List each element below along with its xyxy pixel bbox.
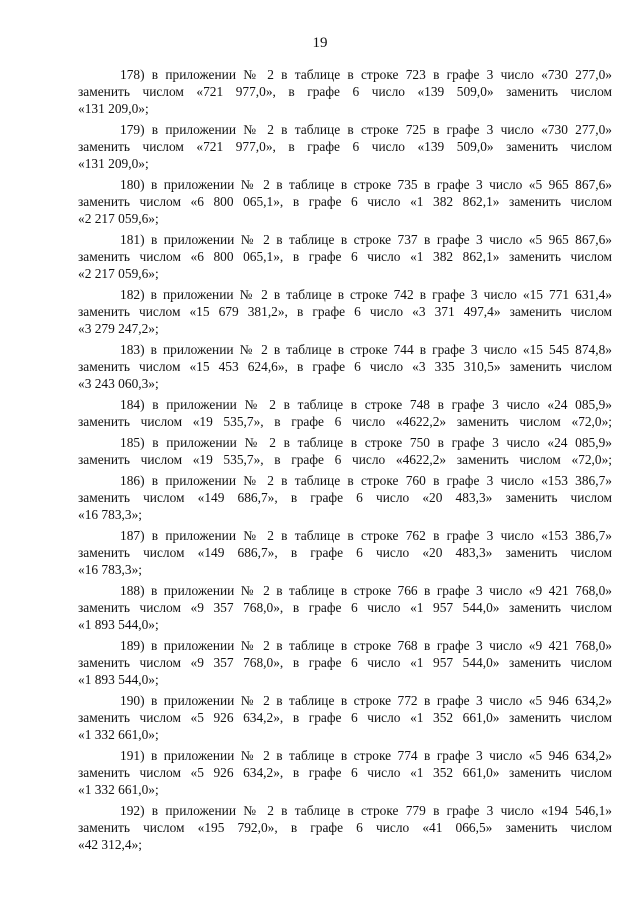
item-line: 183) в приложении № 2 в таблице в строке 744 в графе 3 число «15 545 874,8» — [120, 342, 612, 357]
item-line: заменить числом «19 535,7», в графе 6 число «4622,2» заменить числом «72,0»; — [78, 452, 612, 467]
list-item — [78, 121, 612, 172]
item-line: 192) в приложении № 2 в таблице в строке 779 в графе 3 число «194 546,1» — [120, 803, 612, 818]
list-item — [78, 66, 612, 117]
item-line: заменить числом «9 357 768,0», в графе 6 число «1 957 544,0» заменить числом — [78, 655, 612, 670]
item-line: заменить числом «15 679 381,2», в графе 6 число «3 371 497,4» заменить числом — [78, 304, 612, 319]
list-item — [78, 582, 612, 633]
item-line: 182) в приложении № 2 в таблице в строке 742 в графе 3 число «15 771 631,4» — [120, 287, 612, 302]
item-line: «3 279 247,2»; — [78, 321, 159, 336]
list-item — [78, 231, 612, 282]
item-line: «16 783,3»; — [78, 562, 142, 577]
item-line: заменить числом «195 792,0», в графе 6 число «41 066,5» заменить числом — [78, 820, 612, 835]
item-line: заменить числом «15 453 624,6», в графе 6 число «3 335 310,5» заменить числом — [78, 359, 612, 374]
item-line: 180) в приложении № 2 в таблице в строке 735 в графе 3 число «5 965 867,6» — [120, 177, 612, 192]
item-line: заменить числом «6 800 065,1», в графе 6 число «1 382 862,1» заменить числом — [78, 249, 612, 264]
item-line: «16 783,3»; — [78, 507, 142, 522]
item-line: 191) в приложении № 2 в таблице в строке 774 в графе 3 число «5 946 634,2» — [120, 748, 612, 763]
item-line: заменить числом «19 535,7», в графе 6 число «4622,2» заменить числом «72,0»; — [78, 414, 612, 429]
item-line: «1 332 661,0»; — [78, 782, 159, 797]
list-item — [78, 396, 612, 430]
item-line: 190) в приложении № 2 в таблице в строке 772 в графе 3 число «5 946 634,2» — [120, 693, 612, 708]
item-line: заменить числом «6 800 065,1», в графе 6 число «1 382 862,1» заменить числом — [78, 194, 612, 209]
list-item — [78, 802, 612, 853]
item-line: заменить числом «721 977,0», в графе 6 число «139 509,0» заменить числом — [78, 84, 612, 99]
item-line: 187) в приложении № 2 в таблице в строке 762 в графе 3 число «153 386,7» — [120, 528, 612, 543]
list-item — [78, 434, 612, 468]
item-line: 179) в приложении № 2 в таблице в строке 725 в графе 3 число «730 277,0» — [120, 122, 612, 137]
list-item — [78, 472, 612, 523]
item-line: заменить числом «149 686,7», в графе 6 число «20 483,3» заменить числом — [78, 545, 612, 560]
list-item — [78, 527, 612, 578]
item-line: «131 209,0»; — [78, 101, 149, 116]
item-line: заменить числом «9 357 768,0», в графе 6 число «1 957 544,0» заменить числом — [78, 600, 612, 615]
list-item — [78, 176, 612, 227]
item-line: 181) в приложении № 2 в таблице в строке 737 в графе 3 число «5 965 867,6» — [120, 232, 612, 247]
item-line: 189) в приложении № 2 в таблице в строке 768 в графе 3 число «9 421 768,0» — [120, 638, 612, 653]
item-line: 178) в приложении № 2 в таблице в строке 723 в графе 3 число «730 277,0» — [120, 67, 612, 82]
item-line: «1 893 544,0»; — [78, 617, 159, 632]
list-item — [78, 692, 612, 743]
list-item — [78, 637, 612, 688]
item-line: 186) в приложении № 2 в таблице в строке 760 в графе 3 число «153 386,7» — [120, 473, 612, 488]
item-line: «1 332 661,0»; — [78, 727, 159, 742]
list-item — [78, 747, 612, 798]
item-line: «3 243 060,3»; — [78, 376, 159, 391]
item-line: заменить числом «721 977,0», в графе 6 число «139 509,0» заменить числом — [78, 139, 612, 154]
item-line: 185) в приложении № 2 в таблице в строке 750 в графе 3 число «24 085,9» — [120, 435, 612, 450]
list-item — [78, 341, 612, 392]
item-line: заменить числом «149 686,7», в графе 6 число «20 483,3» заменить числом — [78, 490, 612, 505]
item-line: «2 217 059,6»; — [78, 266, 159, 281]
page-number: 19 — [312, 35, 328, 51]
list-item — [78, 286, 612, 337]
item-line: «131 209,0»; — [78, 156, 149, 171]
item-line: заменить числом «5 926 634,2», в графе 6 число «1 352 661,0» заменить числом — [78, 765, 612, 780]
item-line: 188) в приложении № 2 в таблице в строке 766 в графе 3 число «9 421 768,0» — [120, 583, 612, 598]
item-line: «2 217 059,6»; — [78, 211, 159, 226]
item-line: «42 312,4»; — [78, 837, 142, 852]
item-line: 184) в приложении № 2 в таблице в строке 748 в графе 3 число «24 085,9» — [120, 397, 612, 412]
amendments-list — [78, 66, 612, 857]
item-line: «1 893 544,0»; — [78, 672, 159, 687]
item-line: заменить числом «5 926 634,2», в графе 6 число «1 352 661,0» заменить числом — [78, 710, 612, 725]
